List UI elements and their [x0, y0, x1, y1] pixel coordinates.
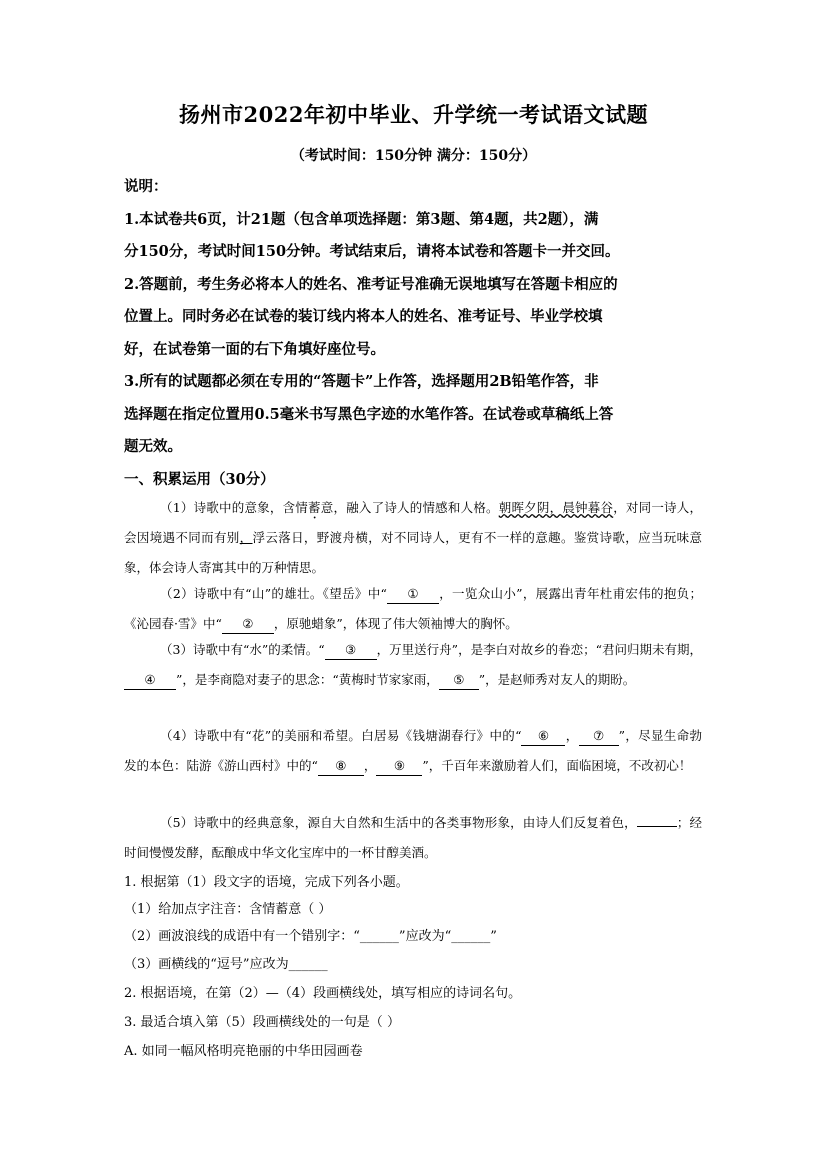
answer-blank — [637, 826, 677, 827]
instruction-line: 3.所有的试题都必须在专用的“答题卡”上作答，选择题用2B铅笔作答，非 — [124, 373, 599, 390]
text-run: （5）诗歌中的经典意象，源自大自然和生活中的各类事物形象，由诗人们反复着色， — [160, 815, 637, 830]
instruction-line: 位置上。同时务必在试卷的装订线内将本人的姓名、准考证号、毕业学校填 — [124, 308, 603, 325]
instruction-line: 分150分，考试时间150分钟。考试结束后，请将本试卷和答题卡一并交回。 — [124, 243, 620, 260]
text-run: （2）诗歌中有“山”的雄壮。《望岳》中“ — [160, 586, 387, 601]
text-run: ，对同一诗人，会因境遇不同而有别 — [124, 500, 702, 545]
exam-time-score: （考试时间：150分钟 满分：150分） — [290, 148, 537, 164]
text-run: ，原驰蜡象”，体现了伟大领袖博大的胸怀。 — [273, 616, 518, 631]
question-1-3: （3）画横线的“逗号”应改为______ — [124, 957, 328, 972]
passage-paragraph-2 — [124, 579, 702, 639]
question-3: 3. 最适合填入第（5）段画横线处的一句是（ ） — [124, 1015, 400, 1030]
text-run: ”，是李商隐对妻子的思念：“黄梅时节家家雨， — [176, 672, 439, 687]
text-run: 浮云落日，野渡舟横 — [252, 530, 369, 545]
text-run: （4）诗歌中有“花”的美丽和希望。白居易《钱塘湖春行》中的“ — [160, 728, 522, 743]
answer-blank-4: ④ — [124, 671, 176, 690]
instruction-line: 题无效。 — [124, 438, 182, 455]
instruction-line: 选择题在指定位置用0.5毫米书写黑色字迹的水笔作答。在试卷或草稿纸上答 — [124, 406, 614, 423]
instructions-heading: 说明： — [124, 178, 168, 195]
wavy-underlined-idiom: 朝晖夕阴，晨钟暮谷 — [498, 500, 614, 515]
underlined-comma: ， — [239, 530, 253, 545]
answer-blank-3: ③ — [325, 641, 377, 660]
answer-blank-9: ⑨ — [376, 757, 422, 776]
question-1: 1. 根据第（1）段文字的语境，完成下列各小题。 — [124, 875, 409, 890]
text-run: ，对不同诗人，更有不一样的意趣。鉴赏诗歌，应当玩味意象，体会诗人寄寓其中的万种情思。 — [124, 530, 702, 575]
answer-blank-1: ① — [387, 585, 439, 604]
section-heading: 一、积累运用（30分） — [124, 471, 275, 488]
passage-paragraph-4 — [124, 721, 702, 781]
instruction-line: 1.本试卷共6页，计21题（包含单项选择题：第3题、第4题，共2题），满 — [124, 211, 599, 228]
instruction-line: 好，在试卷第一面的右下角填好座位号。 — [124, 341, 385, 358]
passage-paragraph-5 — [124, 808, 702, 868]
instruction-line: 2.答题前，考生务必将本人的姓名、准考证号准确无误地填写在答题卡相应的 — [124, 276, 618, 293]
answer-blank-7: ⑦ — [579, 727, 619, 746]
answer-blank-6: ⑥ — [521, 727, 565, 746]
text-run: （1）诗歌中的意象，含情 — [160, 500, 309, 515]
option-a: A. 如同一幅风格明亮艳丽的中华田园画卷 — [124, 1044, 363, 1059]
page-title: 扬州市2022年初中毕业、升学统一考试语文试题 — [179, 102, 648, 127]
answer-blank-8: ⑧ — [318, 757, 364, 776]
question-2: 2. 根据语境，在第（2）—（4）段画横线处，填写相应的诗词名句。 — [124, 986, 522, 1001]
passage-paragraph-3 — [124, 635, 702, 695]
text-run: ， — [565, 728, 579, 743]
answer-blank-2: ② — [222, 615, 274, 634]
text-run: ”，千百年来激励着人们，面临困境，不改初心！ — [422, 758, 692, 773]
text-run: ， — [363, 758, 377, 773]
text-run: ，万里送行舟”，是李白对故乡的眷恋；“君问归期未有期， — [376, 642, 702, 657]
text-run: （3）诗歌中有“水”的柔情。“ — [160, 642, 325, 657]
dotted-char: 蓄 — [308, 500, 321, 515]
question-1-1: （1）给加点字注音：含情蓄意（ ） — [124, 902, 332, 917]
text-run: 意，融入了诗人的情感和人格。 — [320, 500, 499, 515]
answer-blank-5: ⑤ — [439, 671, 479, 690]
text-run: ”，尽显生命勃发的本色：陆游《游山西村》中的“ — [124, 728, 702, 773]
text-run: ”，是赵师秀对友人的期盼。 — [478, 672, 636, 687]
text-run: ；经时间慢慢发酵，酝酿成中华文化宝库中的一杯甘醇美酒。 — [124, 815, 702, 860]
passage-paragraph-1 — [124, 493, 702, 583]
question-1-2: （2）画波浪线的成语中有一个错别字：“______”应改为“______” — [124, 929, 497, 944]
text-run: ，一览众山小”，展露出青年杜甫宏伟的抱负；《沁园春·雪》中“ — [124, 586, 702, 631]
